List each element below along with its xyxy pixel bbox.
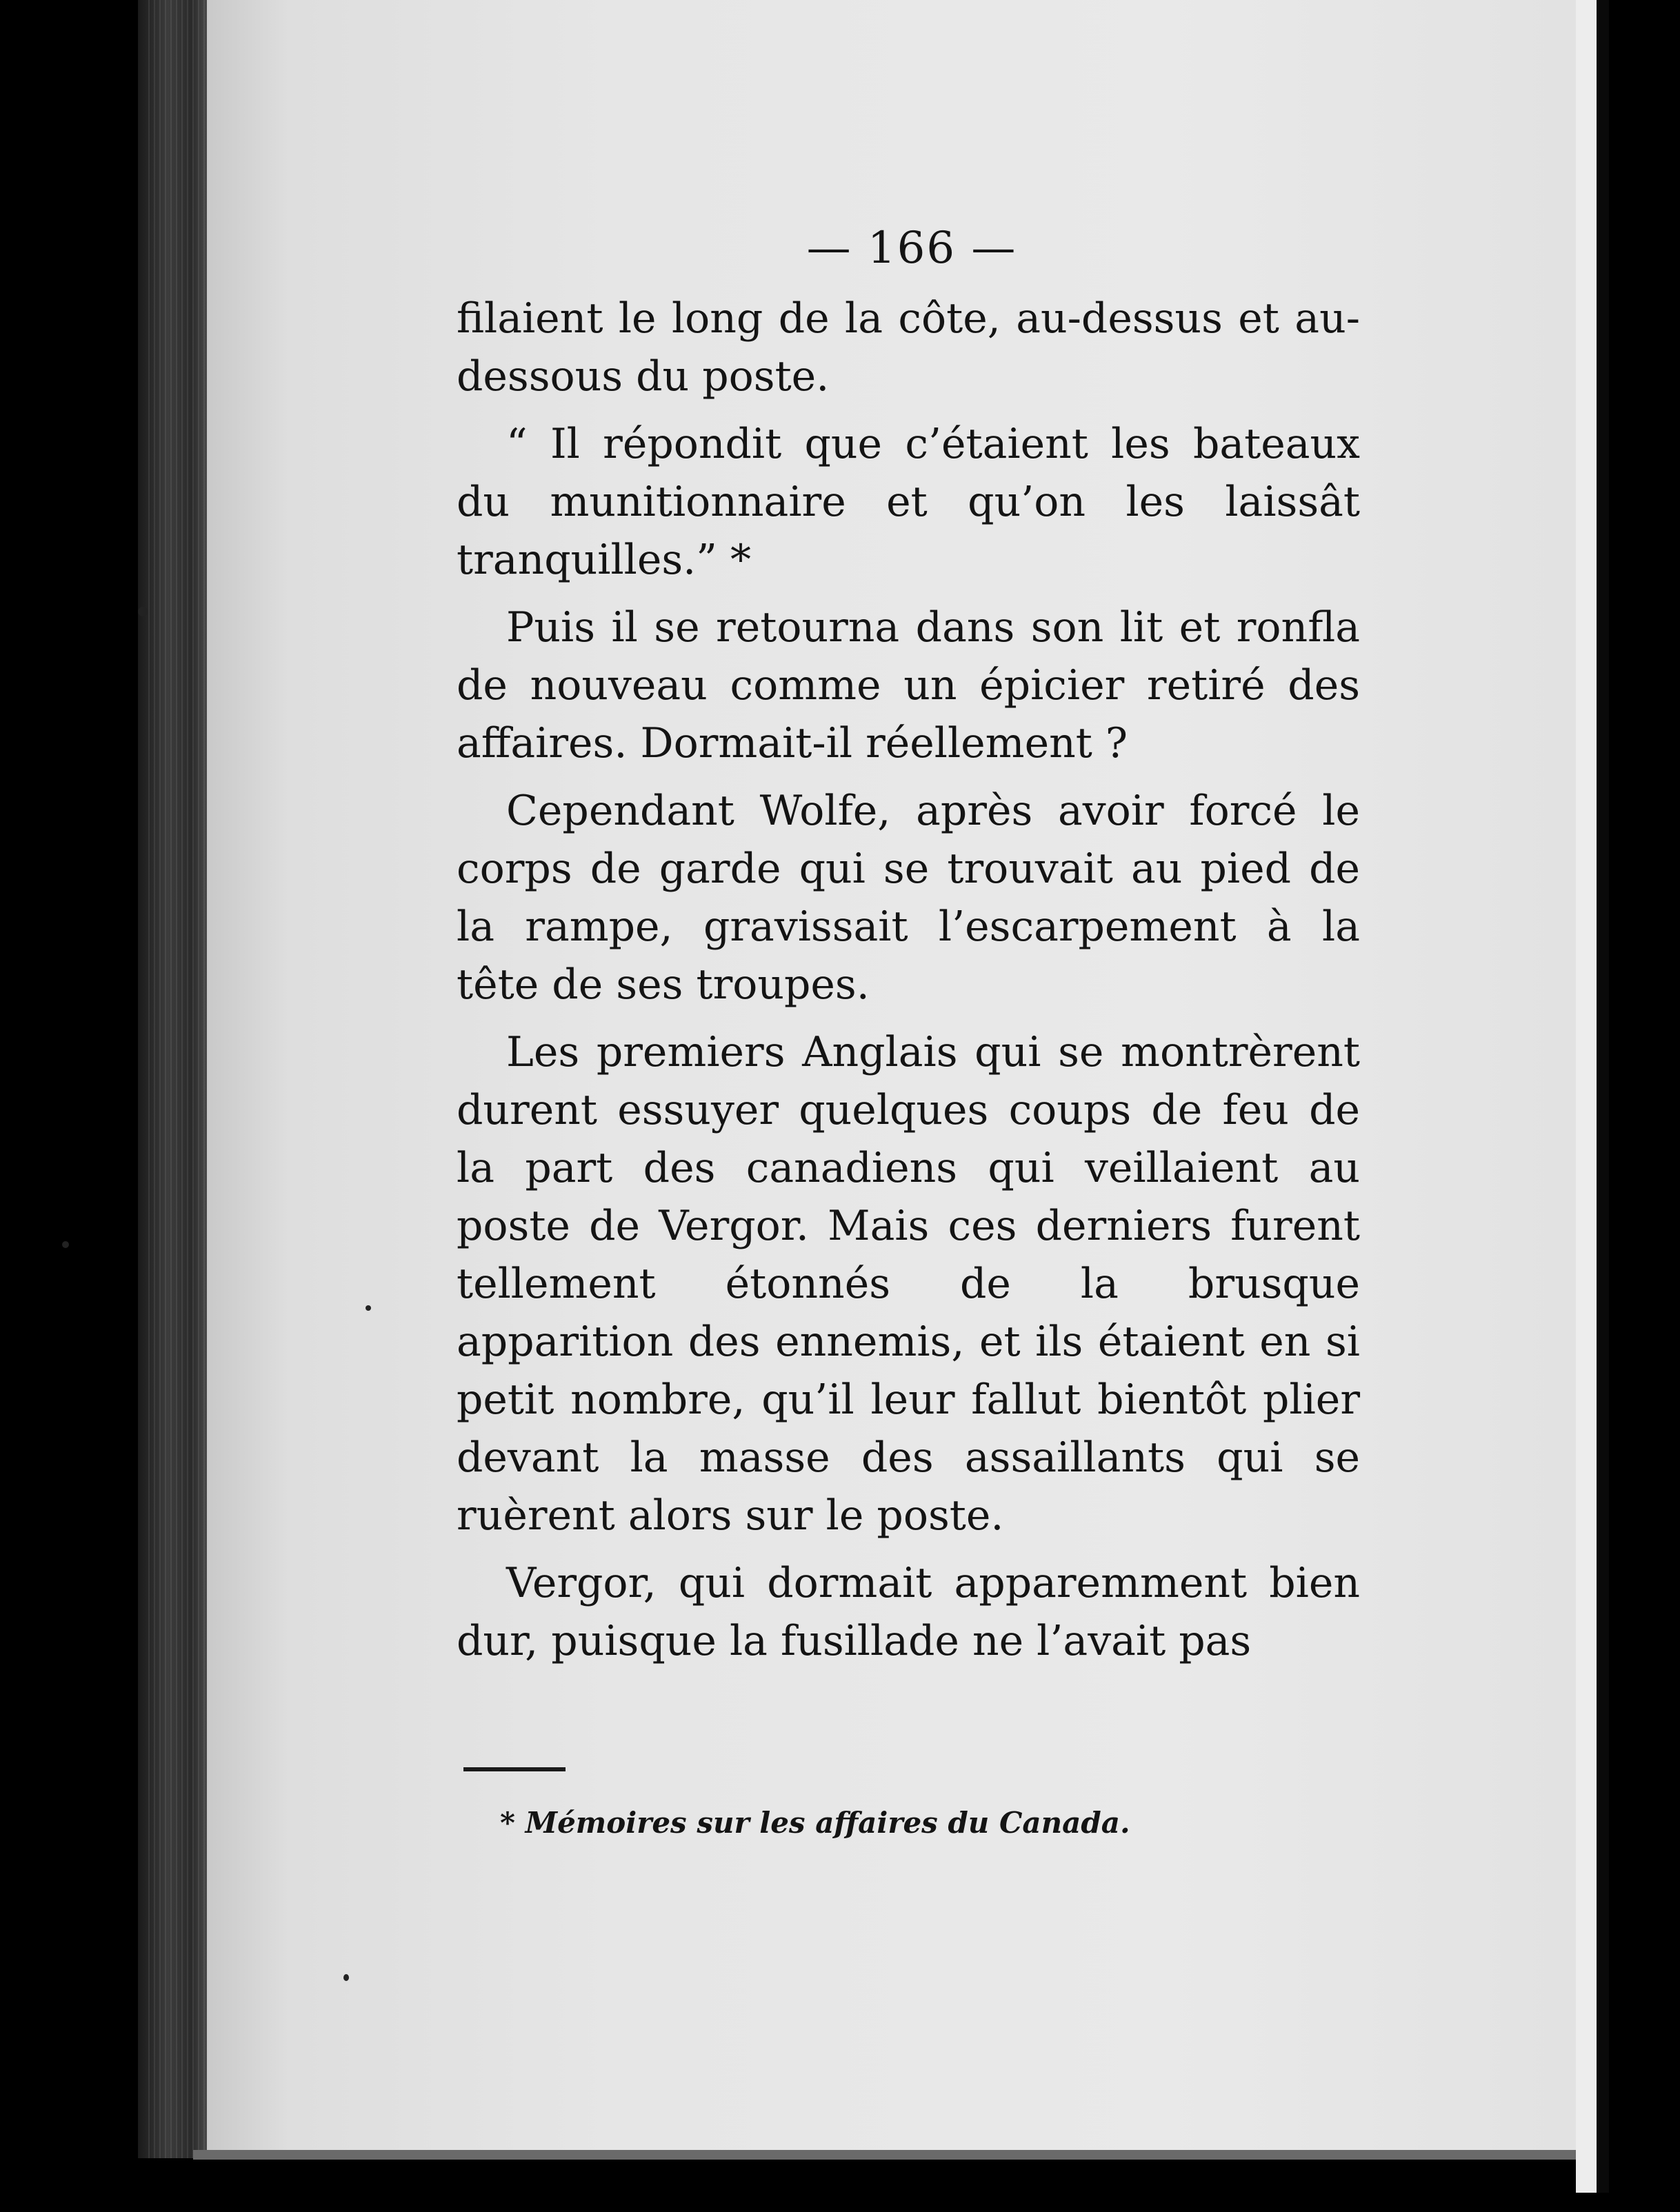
paragraph: “ Il répondit que c’étaient les bateaux du munitionnaire et qu’on les laissât tranquilles.” * [457, 420, 1360, 584]
paragraph: Vergor, qui dormait apparemment bien dur, puisque la fusillade ne l’avait pas [457, 1559, 1360, 1665]
paragraph: Les premiers Anglais qui se montrèrent durent essuyer quelques coups de feu de la part des canadiens qui veillaient au poste de Vergor. Mais ces derniers furent tellement étonnés de la brusque apparition des ennemis, et ils étaient en si petit nombre, qu’il leur fallut bientôt plier devant la masse des assaillants qui se ruèrent alors sur le poste. [457, 1028, 1360, 1540]
paragraph: filaient le long de la côte, au-dessus et au-dessous du poste. [457, 294, 1360, 401]
paragraph: Cependant Wolfe, après avoir forcé le corps de garde qui se trouvait au pied de la rampe, gravissait l’escarpement à la tête de ses troupes. [457, 787, 1360, 1009]
scan-speck [62, 1241, 69, 1248]
page-number: — 166 — [806, 223, 1017, 274]
scan-speck [343, 1974, 349, 1981]
page-text-block [457, 221, 1360, 1680]
right-page-margin [1576, 0, 1597, 2193]
body-text [457, 290, 1360, 1670]
footnote: * Mémoires sur les affaires du Canada. [500, 1806, 1130, 1840]
scan-speck [138, 607, 148, 616]
page-stack-edge [148, 0, 210, 2158]
scan-speck [366, 1305, 371, 1311]
footnote-separator [463, 1767, 566, 1771]
page-bottom-edge [193, 2150, 1586, 2160]
paragraph: Puis il se retourna dans son lit et ronfla de nouveau comme un épicier retiré des affaires. Dormait-il réellement ? [457, 603, 1360, 767]
right-scan-border [1597, 0, 1609, 2193]
